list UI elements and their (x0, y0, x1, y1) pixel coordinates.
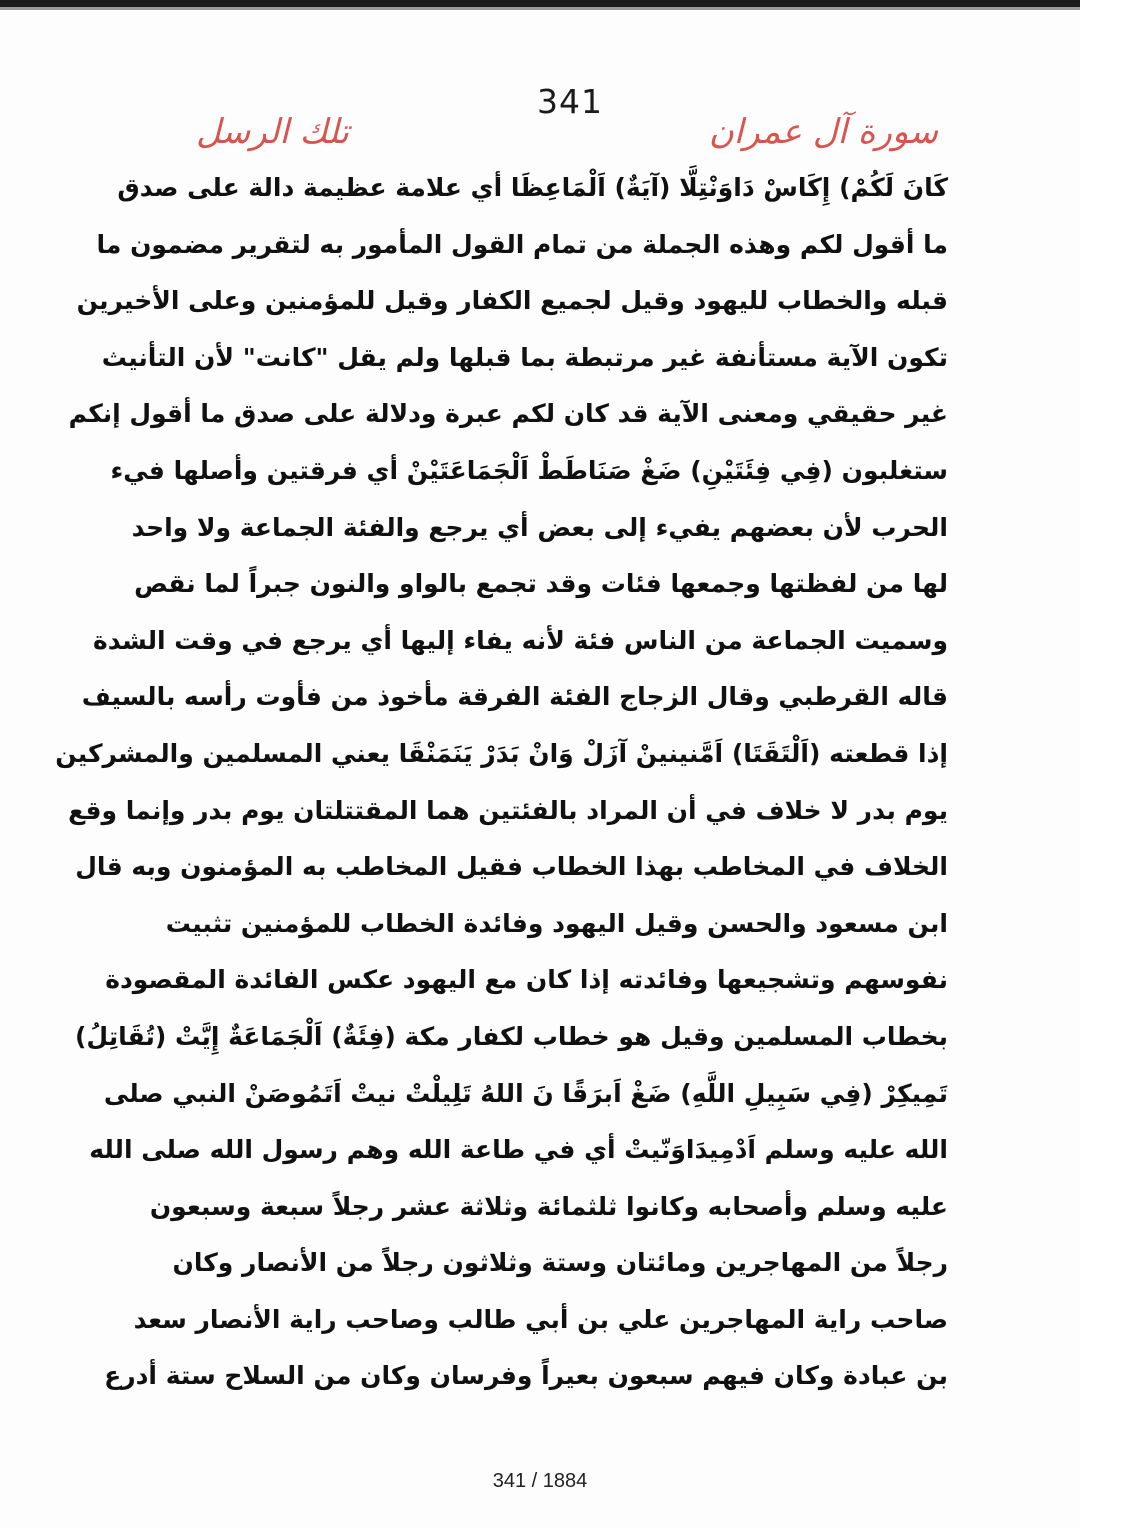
body-text (55, 160, 948, 1405)
text-line: الخلاف في المخاطب بهذا الخطاب فقيل المخاطب به المؤمنون وبه قال (75, 852, 948, 882)
text-line: كَانَ لَكُمْ) إِكَاسْ دَاوَنْتِلَّا (آيَةٌ) اَلْمَاعِظَا أي علامة عظيمة دالة على صدق (117, 173, 948, 202)
text-line: عليه وسلم وأصحابه وكانوا ثلثمائة وثلاثة عشر رجلاً سبعة وسبعون (149, 1191, 948, 1221)
page-counter: 341 / 1884 (492, 1470, 588, 1492)
page-number: 341 (537, 82, 603, 121)
text-line: قاله القرطبي وقال الزجاج الفئة الفرقة مأخوذ من فأوت رأسه بالسيف (81, 682, 948, 712)
text-line: بخطاب المسلمين وقيل هو خطاب لكفار مكة (فِئَةٌ) اَلْجَمَاعَةٌ إِيَّتْ (تُقَاتِلُ) (74, 1021, 948, 1051)
text-line: لها من لفظتها وجمعها فئات وقد تجمع بالواو والنون جبراً لما نقص (134, 569, 948, 599)
text-line: ما أقول لكم وهذه الجملة من تمام القول المأمور به لتقرير مضمون ما (96, 229, 948, 259)
text-line: بن عبادة وكان فيهم سبعون بعيراً وفرسان وكان من السلاح ستة أدرع (104, 1361, 948, 1391)
text-line: رجلاً من المهاجرين ومائتان وستة وثلاثون رجلاً من الأنصار وكان (172, 1248, 948, 1278)
handwritten-surah-name: سورة آل عمران (708, 112, 938, 152)
text-line: غير حقيقي ومعنى الآية قد كان لكم عبرة ودلالة على صدق ما أقول إنكم (68, 399, 948, 429)
text-line: وسميت الجماعة من الناس فئة لأنه يفاء إليها أي يرجع في وقت الشدة (92, 625, 948, 655)
text-line: إذا قطعته (اَلْتَقَتَا) اَمَّنينينْ آزَلْ وَانْ بَدَرْ يَنَمَنْقَا يعني المسلمين والمشركين (55, 738, 948, 768)
text-line: صاحب راية المهاجرين علي بن أبي طالب وصاحب راية الأنصار سعد (133, 1304, 948, 1334)
text-line: الحرب لأن بعضهم يفيء إلى بعض أي يرجع والفئة الجماعة ولا واحد (131, 512, 948, 542)
text-line: تكون الآية مستأنفة غير مرتبطة بما قبلها ولم يقل "كانت" لأن التأنيث (101, 342, 948, 372)
scan-top-edge (0, 0, 1080, 7)
handwritten-juz-name: تلك الرسل (196, 112, 349, 152)
text-line: تَمِيكِرْ (فِي سَبِيلِ اللَّهِ) ضَغْ اَبرَقًا نَ اللهُ تَلِيلْتْ نيتْ اَتَمُوصَنْ النبي صلى (103, 1078, 948, 1108)
text-line: يوم بدر لا خلاف في أن المراد بالفئتين هما المقتتلتان يوم بدر وإنما وقع (68, 795, 948, 825)
text-line: ستغلبون (فِي فِئَتَيْنِ) ضَغْ صَنَاطَطْ اَلْجَمَاعَتَيْنْ أي فرقتين وأصلها فيء (110, 455, 948, 485)
text-line: الله عليه وسلم اَدْمِيدَاوَنّيتْ أي في طاعة الله وهم رسول الله صلى الله (89, 1135, 948, 1165)
text-line: نفوسهم وتشجيعها وفائدته إذا كان مع اليهود عكس الفائدة المقصودة (105, 965, 948, 995)
text-line: قبله والخطاب لليهود وقيل لجميع الكفار وقيل للمؤمنين وعلى الأخيرين (76, 286, 948, 316)
text-line: ابن مسعود والحسن وقيل اليهود وفائدة الخطاب للمؤمنين تثبيت (165, 908, 948, 938)
